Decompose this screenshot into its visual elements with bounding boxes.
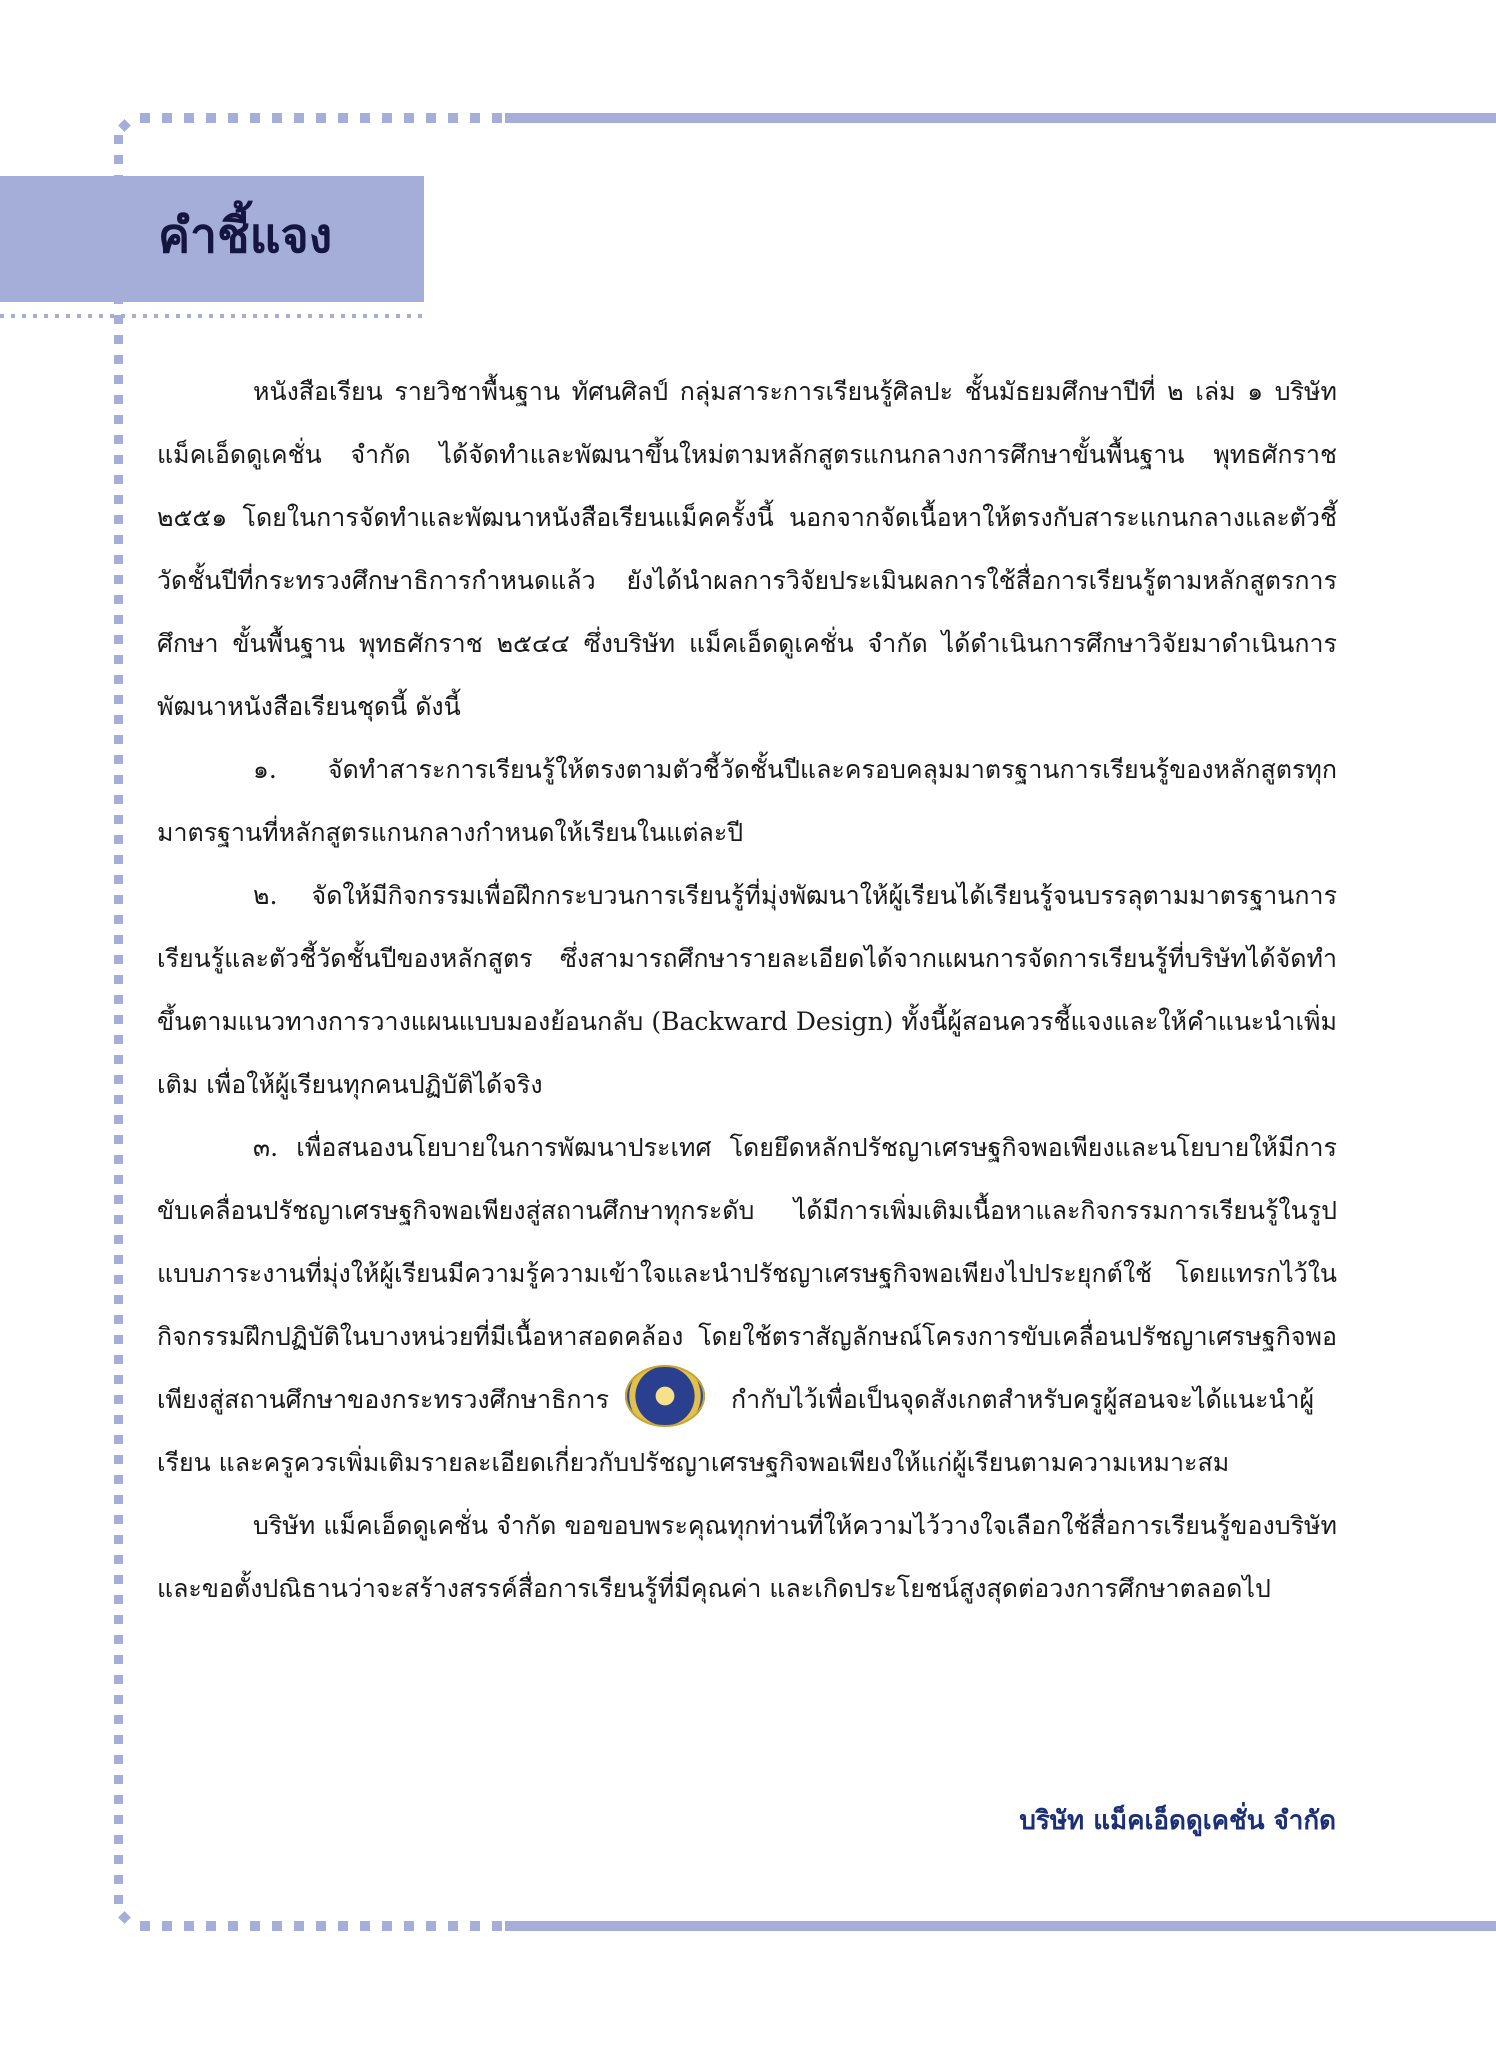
frame-top-dotted-border [140, 113, 505, 123]
page-title: คำชี้แจง [158, 208, 333, 264]
frame-left-dotted-border [114, 135, 123, 1907]
company-signature: บริษัท แม็คเอ็ดดูเคชั่น จำกัด [1019, 1806, 1336, 1836]
main-content [157, 360, 1337, 1620]
paragraph-item-2: ๒. จัดให้มีกิจกรรมเพื่อฝึกกระบวนการเรียนรู้ที่มุ่งพัฒนาให้ผู้เรียนได้เรียนรู้จนบรรลุตามมาตรฐานการเรียนรู้และตัวชี้วัดชั้นปีของหลักสูตร ซึ่งสามารถศึกษารายละเอียดได้จากแผนการจัดการเรียนรู้ที่บริษัทได้จัดทำขึ้นตามแนวทางการวางแผนแบบมองย้อนกลับ (Backward Design) ทั้งนี้ผู้สอนควรชี้แจงและให้คำแนะนำเพิ่มเติม เพื่อให้ผู้เรียนทุกคนปฏิบัติได้จริง [157, 881, 1337, 1099]
sufficiency-economy-seal-icon [625, 1365, 705, 1427]
paragraph-item-3-part-1: ๓. เพื่อสนองนโยบายในการพัฒนาประเทศ โดยยึดหลักปรัชญาเศรษฐกิจพอเพียงและนโยบายให้มีการขับเคลื่อนปรัชญาเศรษฐกิจพอเพียงสู่สถานศึกษาทุกระดับ ได้มีการเพิ่มเติมเนื้อหาและกิจกรรมการเรียนรู้ในรูปแบบภาระงานที่มุ่งให้ผู้เรียนมีความรู้ความเข้าใจและนำปรัชญาเศรษฐกิจพอเพียงไปประยุกต์ใช้ โดยแทรกไว้ในกิจกรรมฝึกปฏิบัติในบางหน่วยที่มีเนื้อหาสอดคล้อง โดยใช้ตราสัญลักษณ์โครงการขับเคลื่อนปรัชญาเศรษฐกิจพอเพียงสู่สถานศึกษาของกระทรวงศึกษาธิการ [157, 1133, 1337, 1414]
corner-diamond-top [118, 119, 131, 132]
corner-diamond-bottom [118, 1911, 131, 1924]
paragraph-intro: หนังสือเรียน รายวิชาพื้นฐาน ทัศนศิลป์ กลุ่มสาระการเรียนรู้ศิลปะ ชั้นมัธยมศึกษาปีที่ ๒ เล่ม ๑ บริษัท แม็คเอ็ดดูเคชั่น จำกัด ได้จัดทำและพัฒนาขึ้นใหม่ตามหลักสูตรแกนกลางการศึกษาขั้นพื้นฐาน พุทธศักราช ๒๕๕๑ โดยในการจัดทำและพัฒนาหนังสือเรียนแม็คครั้งนี้ นอกจากจัดเนื้อหาให้ตรงกับสาระแกนกลางและตัวชี้วัดชั้นปีที่กระทรวงศึกษาธิการกำหนดแล้ว ยังได้นำผลการวิจัยประเมินผลการใช้สื่อการเรียนรู้ตามหลักสูตรการศึกษา ขั้นพื้นฐาน พุทธศักราช ๒๕๔๔ ซึ่งบริษัท แม็คเอ็ดดูเคชั่น จำกัด ได้ดำเนินการศึกษาวิจัยมาดำเนินการพัฒนาหนังสือเรียนชุดนี้ ดังนี้ [157, 377, 1337, 721]
title-box [0, 176, 424, 302]
paragraph-closing: บริษัท แม็คเอ็ดดูเคชั่น จำกัด ขอขอบพระคุณทุกท่านที่ให้ความไว้วางใจเลือกใช้สื่อการเรียนรู้ของบริษัท และขอตั้งปณิธานว่าจะสร้างสรรค์สื่อการเรียนรู้ที่มีคุณค่า และเกิดประโยชน์สูงสุดต่อวงการศึกษาตลอดไป [157, 1511, 1337, 1603]
frame-top-bar [505, 113, 1496, 123]
frame-bottom-bar [505, 1921, 1496, 1931]
paragraph-item-3 [157, 1116, 1337, 1494]
title-dotted-underline [0, 314, 424, 318]
paragraph-item-1: ๑. จัดทำสาระการเรียนรู้ให้ตรงตามตัวชี้วัดชั้นปีและครอบคลุมมาตรฐานการเรียนรู้ของหลักสูตรทุกมาตรฐานที่หลักสูตรแกนกลางกำหนดให้เรียนในแต่ละปี [157, 755, 1337, 847]
paragraph-item-3-part-2: กำกับไว้เพื่อเป็นจุดสังเกตสำหรับครูผู้สอนจะได้แนะนำผู้เรียน และครูควรเพิ่มเติมรายละเอียดเกี่ยวกับปรัชญาเศรษฐกิจพอเพียงให้แก่ผู้เรียนตามความเหมาะสม [157, 1385, 1315, 1477]
frame-bottom-dotted-border [140, 1921, 505, 1931]
